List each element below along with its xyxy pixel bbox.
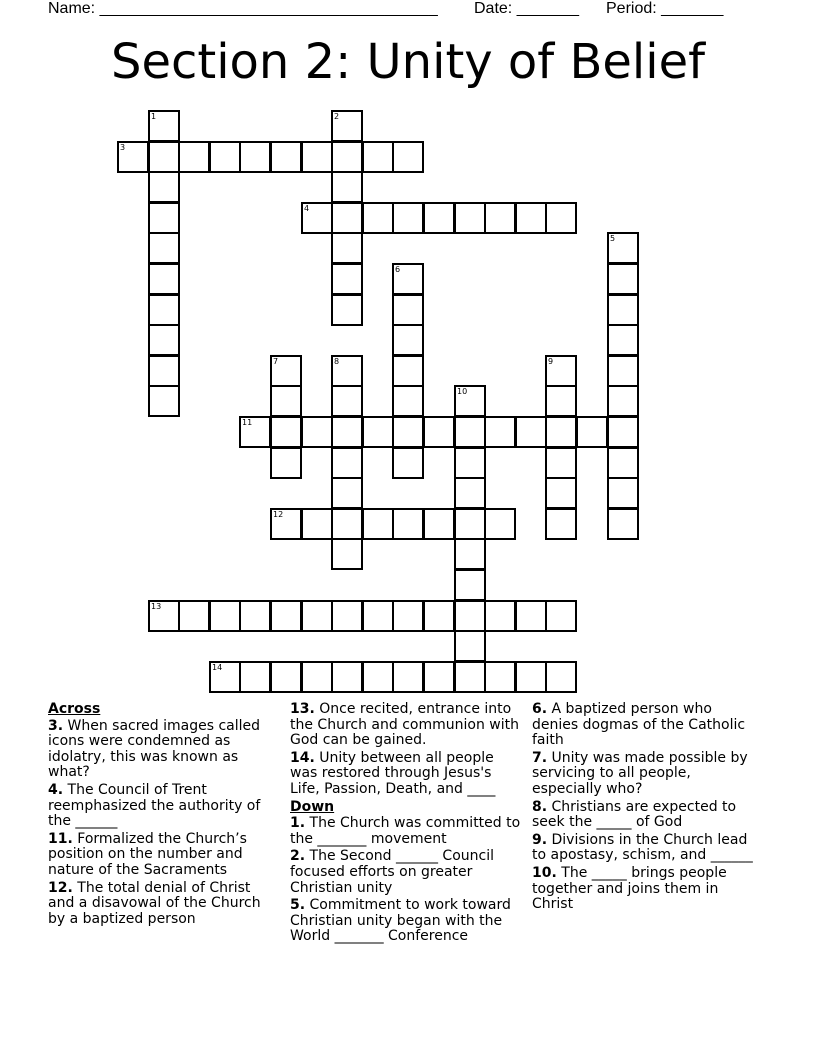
grid-cell[interactable] (392, 385, 424, 417)
grid-cell[interactable] (148, 324, 180, 356)
grid-cell[interactable] (607, 385, 639, 417)
name-field[interactable]: Name: ______________________________________ (48, 0, 438, 17)
down-heading: Down (290, 798, 335, 815)
grid-cell[interactable] (607, 355, 639, 387)
grid-cell[interactable] (209, 141, 241, 173)
clue-column-2 (290, 702, 522, 947)
grid-cell[interactable] (331, 232, 363, 264)
clue-number: 11 (242, 418, 253, 427)
grid-cell[interactable] (454, 538, 486, 570)
grid-cell[interactable] (454, 447, 486, 479)
grid-cell[interactable] (607, 508, 639, 540)
grid-cell[interactable] (148, 110, 180, 142)
clue-across-13: 13. Once recited, entrance into the Church and communion with God can be gained. (290, 701, 519, 749)
grid-cell[interactable] (423, 508, 455, 540)
grid-cell[interactable] (331, 110, 363, 142)
grid-cell[interactable] (515, 202, 547, 234)
grid-cell[interactable] (148, 171, 180, 203)
grid-cell[interactable] (454, 416, 486, 448)
grid-cell[interactable] (270, 661, 302, 693)
grid-cell[interactable] (484, 508, 516, 540)
grid-cell[interactable] (392, 355, 424, 387)
grid-cell[interactable] (362, 202, 394, 234)
grid-cell[interactable] (362, 416, 394, 448)
grid-cell[interactable] (484, 202, 516, 234)
grid-cell[interactable] (148, 263, 180, 295)
grid-cell[interactable] (392, 294, 424, 326)
grid-cell[interactable] (454, 600, 486, 632)
grid-cell[interactable] (301, 661, 333, 693)
grid-cell[interactable] (148, 294, 180, 326)
grid-cell[interactable] (484, 416, 516, 448)
grid-cell[interactable] (270, 385, 302, 417)
grid-cell[interactable] (607, 294, 639, 326)
grid-cell[interactable] (331, 355, 363, 387)
clue-number: 1 (151, 112, 157, 121)
grid-cell[interactable] (423, 202, 455, 234)
grid-cell[interactable] (331, 385, 363, 417)
grid-cell[interactable] (270, 355, 302, 387)
grid-cell[interactable] (484, 661, 516, 693)
clue-number: 14 (212, 663, 223, 672)
grid-cell[interactable] (239, 141, 271, 173)
grid-cell[interactable] (362, 661, 394, 693)
grid-cell[interactable] (545, 202, 577, 234)
grid-cell[interactable] (545, 385, 577, 417)
grid-cell[interactable] (331, 538, 363, 570)
clue-across-11: 11. Formalized the Church’s position on the number and nature of the Sacraments (48, 830, 247, 878)
grid-cell[interactable] (392, 508, 424, 540)
grid-cell[interactable] (392, 324, 424, 356)
grid-cell[interactable] (484, 600, 516, 632)
grid-cell[interactable] (454, 477, 486, 509)
grid-cell[interactable] (545, 447, 577, 479)
grid-cell[interactable] (117, 141, 149, 173)
grid-cell[interactable] (607, 416, 639, 448)
grid-cell[interactable] (362, 600, 394, 632)
grid-cell[interactable] (270, 141, 302, 173)
grid-cell[interactable] (270, 416, 302, 448)
clue-down-6: 6. A baptized person who denies dogmas of the Catholic faith (532, 701, 746, 749)
grid-cell[interactable] (331, 294, 363, 326)
grid-cell[interactable] (148, 600, 180, 632)
grid-cell[interactable] (270, 600, 302, 632)
grid-cell[interactable] (362, 141, 394, 173)
grid-cell[interactable] (576, 416, 608, 448)
grid-cell[interactable] (301, 141, 333, 173)
grid-cell[interactable] (301, 202, 333, 234)
grid-cell[interactable] (270, 508, 302, 540)
clue-across-14: 14. Unity between all people was restored through Jesus's Life, Passion, Death, and ____ (290, 749, 496, 797)
clue-across-4: 4. The Council of Trent reemphasized the authority of the ______ (48, 781, 261, 830)
clue-column-3 (532, 702, 762, 915)
grid-cell[interactable] (331, 171, 363, 203)
clue-down-8: 8. Christians are expected to seek the _____ of God (532, 798, 737, 831)
clue-down-9: 9. Divisions in the Church lead to apostasy, schism, and ______ (532, 831, 753, 864)
grid-cell[interactable] (331, 263, 363, 295)
clue-number: 12 (273, 510, 284, 519)
grid-cell[interactable] (148, 202, 180, 234)
grid-cell[interactable] (362, 508, 394, 540)
grid-cell[interactable] (392, 447, 424, 479)
grid-cell[interactable] (331, 141, 363, 173)
grid-cell[interactable] (607, 447, 639, 479)
grid-cell[interactable] (607, 477, 639, 509)
grid-cell[interactable] (515, 416, 547, 448)
grid-cell[interactable] (392, 202, 424, 234)
period-field[interactable]: Period: _______ (606, 0, 724, 17)
clue-down-7: 7. Unity was made possible by servicing to all people, especially who? (532, 749, 748, 797)
clue-number: 2 (334, 112, 340, 121)
clue-number: 7 (273, 357, 279, 366)
clue-number: 6 (395, 265, 401, 274)
grid-cell[interactable] (454, 630, 486, 662)
grid-cell[interactable] (392, 600, 424, 632)
clue-number: 8 (334, 357, 340, 366)
grid-cell[interactable] (239, 600, 271, 632)
grid-cell[interactable] (209, 661, 241, 693)
grid-cell[interactable] (301, 416, 333, 448)
grid-cell[interactable] (148, 385, 180, 417)
grid-cell[interactable] (545, 477, 577, 509)
grid-cell[interactable] (423, 661, 455, 693)
grid-cell[interactable] (545, 355, 577, 387)
across-heading: Across (48, 701, 101, 717)
grid-cell[interactable] (331, 661, 363, 693)
clue-number: 4 (304, 204, 310, 213)
grid-cell[interactable] (392, 661, 424, 693)
grid-cell[interactable] (270, 447, 302, 479)
grid-cell[interactable] (331, 600, 363, 632)
grid-cell[interactable] (423, 600, 455, 632)
clue-number: 3 (120, 143, 126, 152)
grid-cell[interactable] (209, 600, 241, 632)
clue-column-1 (48, 702, 273, 929)
grid-cell[interactable] (392, 141, 424, 173)
grid-cell[interactable] (545, 508, 577, 540)
grid-cell[interactable] (148, 355, 180, 387)
grid-cell[interactable] (331, 508, 363, 540)
grid-cell[interactable] (545, 416, 577, 448)
grid-cell[interactable] (454, 569, 486, 601)
grid-cell[interactable] (148, 232, 180, 264)
clue-down-2: 2. The Second ______ Council focused efforts on greater Christian unity (290, 848, 494, 896)
clue-down-5: 5. Commitment to work toward Christian unity began with the World _______ Conference (290, 897, 511, 945)
clue-down-10: 10. The _____ brings people together and joins them in Christ (532, 864, 727, 913)
grid-cell[interactable] (515, 600, 547, 632)
grid-cell[interactable] (239, 661, 271, 693)
grid-cell[interactable] (178, 600, 210, 632)
page-title: Section 2: Unity of Belief (110, 34, 706, 90)
grid-cell[interactable] (454, 661, 486, 693)
clue-down-1: 1. The Church was committed to the _______ movement (290, 815, 521, 847)
grid-cell[interactable] (301, 600, 333, 632)
grid-cell[interactable] (178, 141, 210, 173)
grid-cell[interactable] (545, 600, 577, 632)
clue-across-3: 3. When sacred images called icons were condemned as idolatry, this was known as what? (48, 717, 261, 781)
grid-cell[interactable] (454, 508, 486, 540)
clue-number: 5 (610, 234, 616, 243)
grid-cell[interactable] (607, 324, 639, 356)
clue-number: 10 (457, 387, 468, 396)
grid-cell[interactable] (392, 263, 424, 295)
grid-cell[interactable] (301, 508, 333, 540)
grid-cell[interactable] (239, 416, 271, 448)
grid-cell[interactable] (454, 202, 486, 234)
date-field[interactable]: Date: _______ (474, 0, 579, 17)
grid-cell[interactable] (607, 232, 639, 264)
grid-cell[interactable] (331, 416, 363, 448)
clue-number: 9 (548, 357, 554, 366)
grid-cell[interactable] (148, 141, 180, 173)
clue-number: 13 (151, 602, 162, 611)
grid-cell[interactable] (331, 202, 363, 234)
grid-cell[interactable] (392, 416, 424, 448)
grid-cell[interactable] (607, 263, 639, 295)
grid-cell[interactable] (423, 416, 455, 448)
grid-cell[interactable] (331, 447, 363, 479)
grid-cell[interactable] (515, 661, 547, 693)
grid-cell[interactable] (454, 385, 486, 417)
clue-across-12: 12. The total denial of Christ and a disavowal of the Church by a baptized person (48, 879, 261, 927)
grid-cell[interactable] (331, 477, 363, 509)
grid-cell[interactable] (545, 661, 577, 693)
